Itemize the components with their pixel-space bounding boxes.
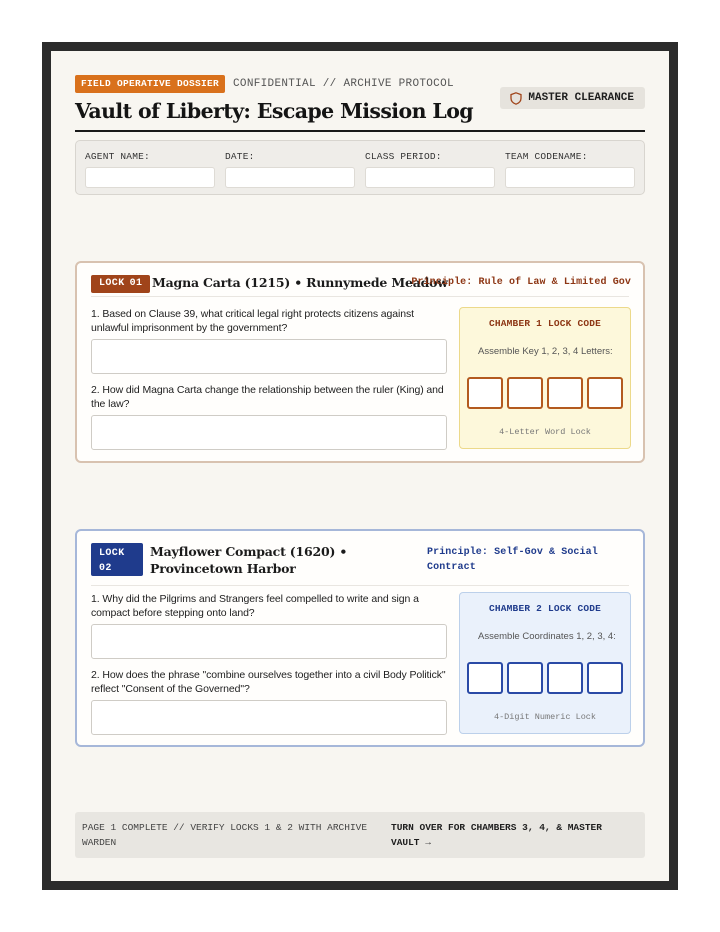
footer-status: PAGE 1 COMPLETE // VERIFY LOCKS 1 & 2 WITH ARCHIVE WARDEN [82,822,368,848]
lock-card-2 [75,529,645,747]
question-number: 1. [91,308,100,320]
class-period-input[interactable] [365,167,495,188]
protocol-text: CONFIDENTIAL // ARCHIVE PROTOCOL [233,78,454,90]
lock-title: Mayflower Compact (1620) • Provincetown Harbor [150,544,348,576]
question-number: 2. [91,669,100,681]
chamber-title: CHAMBER 2 LOCK CODE [488,603,602,614]
lock-card-1 [75,261,645,463]
dossier-tag: FIELD OPERATIVE DOSSIER [75,75,225,93]
code-box-1[interactable] [467,377,503,409]
lock-type-label: 4-Letter Word Lock [499,427,591,437]
answer-box-2[interactable] [91,415,447,450]
lock-card-header [91,531,629,586]
clearance-label: MASTER CLEARANCE [528,92,634,104]
lock-badge [91,543,143,576]
agent-name-input[interactable] [85,167,215,188]
question-list [91,307,447,450]
question-1 [91,592,447,620]
page-frame [42,42,678,890]
question-2 [91,383,447,411]
lock-type-label: 4-Digit Numeric Lock [493,712,597,722]
header-divider [75,130,645,132]
lock-principle: Principle: Self-Gov & Social Contract [427,547,598,573]
code-boxes [460,377,630,409]
team-codename-field [505,150,635,194]
chamber-1-lock-panel [459,307,631,449]
question-list [91,592,447,735]
shield-icon [510,92,522,105]
question-text: How did Magna Carta change the relationship between the ruler (King) and the law? [91,384,444,410]
agent-name-field [85,150,215,194]
class-period-field [365,150,495,194]
lock-principle: Principle: Rule of Law & Limited Gov [411,277,631,288]
question-number: 1. [91,593,100,605]
answer-box-1[interactable] [91,339,447,374]
question-number: 2. [91,384,100,396]
field-label: CLASS PERIOD: [365,151,442,162]
agent-info-panel [75,140,645,195]
footer-next: TURN OVER FOR CHAMBERS 3, 4, & MASTER VAULT → [391,822,602,848]
code-box-3[interactable] [547,377,583,409]
lock-badge-number: 01 [129,278,143,289]
answer-box-2[interactable] [91,700,447,735]
code-boxes [460,662,630,694]
lock-badge-number: 02 [99,563,112,574]
question-1 [91,307,447,335]
worksheet [51,51,669,881]
header [75,75,645,123]
chamber-2-lock-panel [459,592,631,734]
lock-badge-word: LOCK [99,278,125,289]
date-field [225,150,355,194]
date-input[interactable] [225,167,355,188]
code-box-4[interactable] [587,377,623,409]
lock-badge [91,275,150,293]
code-box-3[interactable] [547,662,583,694]
page-title: Vault of Liberty: Escape Mission Log [75,99,474,123]
field-label: DATE: [225,151,255,162]
page-footer [75,812,645,858]
lock-title: Magna Carta (1215) • Runnymede Meadow [152,275,448,290]
answer-box-1[interactable] [91,624,447,659]
code-box-2[interactable] [507,377,543,409]
code-box-4[interactable] [587,662,623,694]
chamber-instructions: Assemble Coordinates 1, 2, 3, 4: [478,631,616,642]
chamber-title: CHAMBER 1 LOCK CODE [488,318,602,329]
field-label: AGENT NAME: [85,151,150,162]
question-text: How does the phrase "combine ourselves together into a civil Body Politick" reflect "Consent of the Governed"? [91,669,446,695]
question-text: Why did the Pilgrims and Strangers feel compelled to write and sign a compact before stepping onto land? [91,593,419,619]
code-box-2[interactable] [507,662,543,694]
chamber-instructions: Assemble Key 1, 2, 3, 4 Letters: [478,346,613,357]
lock-card-header [91,263,629,297]
question-text: Based on Clause 39, what critical legal right protects citizens against unlawful imprisonment by the government? [91,308,414,334]
clearance-badge [500,87,645,109]
code-box-1[interactable] [467,662,503,694]
team-codename-input[interactable] [505,167,635,188]
lock-badge-word: LOCK [99,548,125,559]
question-2 [91,668,447,696]
field-label: TEAM CODENAME: [505,151,588,162]
